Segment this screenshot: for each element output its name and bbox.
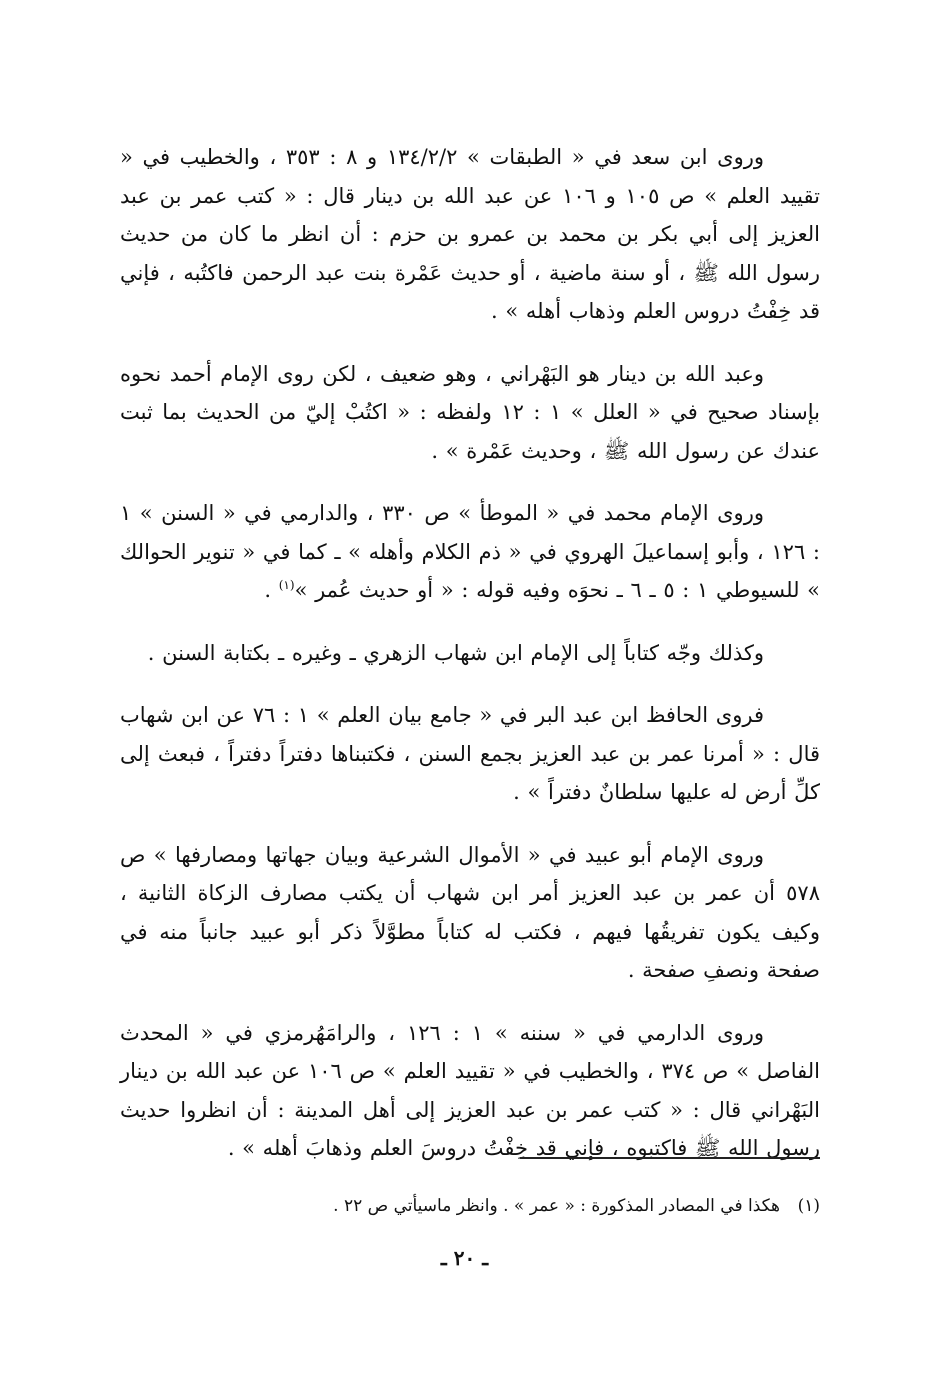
paragraph-3-text: وروى الإمام محمد في « الموطأ » ص ٣٣٠ ، والدارمي في « السنن » ١ : ١٢٦ ، وأبو إسماعيلَ الهروي في « ذم الكلام وأهله » ـ كما في « تنوير الحوالك » للسيوطي ١ : ٥ ـ ٦ ـ نحوَه وفيه قوله : « أو حديث عُمر » <box>119 501 820 602</box>
paragraph-2: وعبد الله بن دينار هو البَهْراني ، وهو ضعيف ، لكن روى الإمام أحمد نحوه بإسناد صحيح في « العلل » ١ : ١٢ ولفظه : « اكتُبْ إليّ من الحديث بما ثبت عندك عن رسول الله ﷺ ، وحديث عَمْرة » . <box>120 361 820 463</box>
paragraph-1: وروى ابن سعد في « الطبقات » ١٣٤/٢/٢ و ٨ : ٣٥٣ ، والخطيب في « تقييد العلم » ص ١٠٥ و ١٠٦ عن عبد الله بن دينار قال : « كتب عمر بن عبد العزيز إلى أبي بكر بن محمد بن عمرو بن حزم : أن انظر ما كان من حديث رسول الله ﷺ ، أو سنة ماضية ، أو حديث عَمْرة بنت عبد الرحمن فاكتُبه ، فإني قد خِفْتُ دروس العلم وذهاب أهله » . <box>120 145 820 323</box>
paragraph-4: وكذلك وجّه كتاباً إلى الإمام ابن شهاب الزهري ـ وغيره ـ بكتابة السنن . <box>147 640 764 665</box>
page-body <box>120 138 820 1192</box>
footnote-reference[interactable]: (١) <box>278 578 295 592</box>
paragraph-3-tail: . <box>264 578 279 602</box>
paragraph-6: وروى الإمام أبو عبيد في « الأموال الشرعية وبيان جهاتها ومصارفها » ص ٥٧٨ أن عمر بن عبد العزيز أمر ابن شهاب أن يكتب مصارف الزكاة الثانية ، وكيف يكون تفريقُها فيهم ، فكتب له كتاباً مطوَّلاً ذكر أبو عبيد جانباً منه في صفحة ونصفِ صفحة . <box>120 842 820 982</box>
paragraph-3 <box>120 494 820 610</box>
footnote-text: هكذا في المصادر المذكورة : « عمر » . وانظر ماسيأتي ص ٢٢ . <box>333 1196 780 1216</box>
page-number: ـ ٢٠ ـ <box>440 1246 489 1270</box>
footnote <box>320 1193 820 1219</box>
paragraph-7: وروى الدارمي في « سننه » ١ : ١٢٦ ، والرامَهُرمزي في « المحدث الفاصل » ص ٣٧٤ ، والخطيب في « تقييد العلم » ص ١٠٦ عن عبد الله بن دينار البَهْراني قال : « كتب عمر بن عبد العزيز إلى أهل المدينة : أن انظروا حديث رسول الله ﷺ فاكتبوه ، فإني قد خِفْتُ دروسَ العلم وذهابَ أهله » . <box>120 1020 820 1160</box>
paragraph-5: فروى الحافظ ابن عبد البر في « جامع بيان العلم » ١ : ٧٦ عن ابن شهاب قال : « أمرنا عمر بن عبد العزيز بجمع السنن ، فكتبناها دفتراً دفتراً ، فبعث إلى كلِّ أرض له عليها سلطانٌ دفتراً » . <box>120 703 820 804</box>
footnote-divider <box>520 1157 820 1159</box>
footnote-marker: (١) <box>797 1196 820 1216</box>
